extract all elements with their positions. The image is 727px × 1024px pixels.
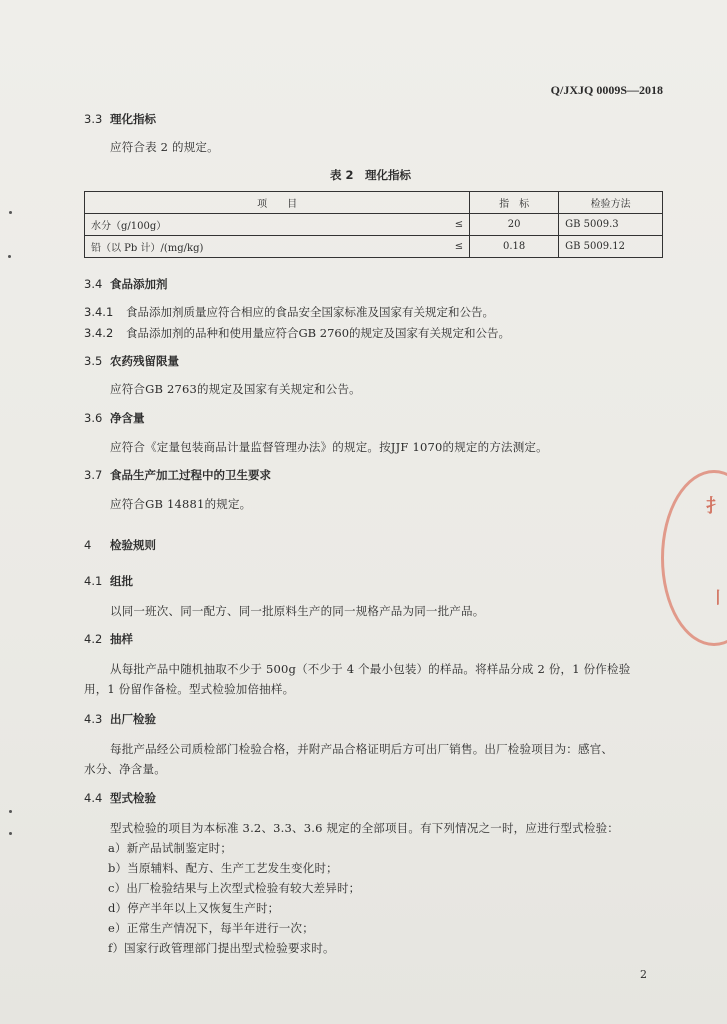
cell-method: GB 5009.12 — [559, 236, 663, 258]
section-title: 理化指标 — [110, 112, 156, 126]
section-3-4-heading — [84, 276, 168, 292]
clause-3-4-1 — [84, 304, 494, 320]
cell-value: 0.18 — [470, 236, 559, 258]
section-number: 3.3 — [84, 112, 103, 126]
list-item: c）出厂检验结果与上次型式检验有较大差异时； — [108, 881, 361, 895]
section-4-4-heading — [84, 790, 156, 806]
seal-fragment: ⺘ — [706, 496, 724, 517]
section-title: 检验规则 — [110, 538, 156, 552]
section-number: 3.5 — [84, 354, 103, 368]
clause-text: 食品添加剂质量应符合相应的食品安全国家标准及国家有关规定和公告。 — [126, 305, 494, 319]
section-4-2-heading — [84, 631, 133, 647]
section-number: 4.4 — [84, 791, 103, 805]
cell-method: GB 5009.3 — [559, 214, 663, 236]
section-number: 4.1 — [84, 574, 103, 588]
list-item: e）正常生产情况下，每半年进行一次； — [108, 921, 314, 935]
scan-speck — [9, 810, 12, 813]
list-item: b）当原辅料、配方、生产工艺发生变化时； — [108, 861, 338, 875]
section-4-3-line2: 水分、净含量。 — [84, 762, 166, 776]
section-3-7-text: 应符合GB 14881的规定。 — [110, 497, 252, 511]
section-number: 4 — [84, 538, 92, 552]
cell-item: 水分（g/100g） — [85, 214, 428, 236]
section-number: 3.7 — [84, 468, 103, 482]
section-4-1-text: 以同一班次、同一配方、同一批原料生产的同一规格产品为同一批产品。 — [110, 604, 485, 618]
section-title: 组批 — [110, 574, 133, 588]
document-number: Q/JXJQ 0009S—2018 — [550, 83, 663, 97]
section-3-6-text: 应符合《定量包装商品计量监督管理办法》的规定。按JJF 1070的规定的方法测定。 — [110, 440, 548, 454]
section-title: 抽样 — [110, 632, 133, 646]
list-item: a）新产品试制鉴定时； — [108, 841, 233, 855]
cell-value: 20 — [470, 214, 559, 236]
list-item: f）国家行政管理部门提出型式检验要求时。 — [108, 941, 335, 955]
clause-number: 3.4.2 — [84, 326, 114, 340]
physicochemical-table — [84, 191, 663, 258]
clause-number: 3.4.1 — [84, 305, 114, 319]
section-3-3-heading — [84, 111, 156, 127]
scan-speck — [9, 211, 12, 214]
header-method: 检验方法 — [559, 192, 663, 214]
cell-item: 铅（以 Pb 计）/(mg/kg) — [85, 236, 428, 258]
section-3-3-text: 应符合表 2 的规定。 — [110, 140, 219, 154]
cell-op: ≤ — [427, 214, 470, 236]
section-title: 食品添加剂 — [110, 277, 168, 291]
section-4-2-line2: 用，1 份留作备检。型式检验加倍抽样。 — [84, 682, 295, 696]
section-3-5-heading — [84, 353, 179, 369]
section-title: 净含量 — [110, 411, 145, 425]
section-3-5-text: 应符合GB 2763的规定及国家有关规定和公告。 — [110, 382, 361, 396]
header-indicator: 指 标 — [470, 192, 559, 214]
section-4-3-heading — [84, 711, 156, 727]
section-number: 4.3 — [84, 712, 103, 726]
clause-3-4-2 — [84, 325, 510, 341]
section-title: 出厂检验 — [110, 712, 156, 726]
section-number: 3.4 — [84, 277, 103, 291]
table-row — [85, 236, 663, 258]
cell-op: ≤ — [427, 236, 470, 258]
list-item: d）停产半年以上又恢复生产时； — [108, 901, 280, 915]
seal-fragment: ⼁ — [710, 588, 727, 607]
section-3-7-heading — [84, 467, 271, 483]
section-3-6-heading — [84, 410, 145, 426]
scan-speck — [8, 255, 11, 258]
section-number: 3.6 — [84, 411, 103, 425]
header-item: 项 目 — [85, 192, 470, 214]
section-number: 4.2 — [84, 632, 103, 646]
section-4-3-line1: 每批产品经公司质检部门检验合格，并附产品合格证明后方可出厂销售。出厂检验项目为：感官、 — [110, 742, 614, 756]
section-4-4-intro: 型式检验的项目为本标准 3.2、3.3、3.6 规定的全部项目。有下列情况之一时，应进行型式检验： — [110, 821, 619, 835]
scan-speck — [9, 832, 12, 835]
section-4-heading — [84, 537, 156, 553]
section-title: 农药残留限量 — [110, 354, 179, 368]
section-4-2-line1: 从每批产品中随机抽取不少于 500g（不少于 4 个最小包装）的样品。将样品分成 2 份，1 份作检验 — [110, 662, 631, 676]
section-title: 型式检验 — [110, 791, 156, 805]
table-caption: 表 2 理化指标 — [330, 168, 412, 182]
table-row — [85, 214, 663, 236]
section-4-1-heading — [84, 573, 133, 589]
clause-text: 食品添加剂的品种和使用量应符合GB 2760的规定及国家有关规定和公告。 — [126, 326, 511, 340]
section-title: 食品生产加工过程中的卫生要求 — [110, 468, 271, 482]
page-number: 2 — [640, 968, 647, 981]
table-header-row — [85, 192, 663, 214]
